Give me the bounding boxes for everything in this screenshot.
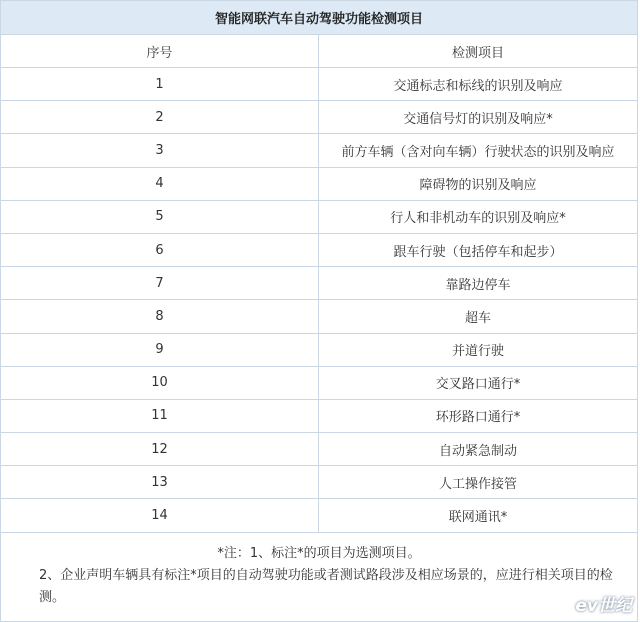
row-item: 超车 (319, 300, 638, 333)
row-seq: 13 (1, 466, 319, 499)
watermark-logo: ev世纪 (575, 591, 632, 616)
table-row (1, 333, 638, 366)
row-item: 障碍物的识别及响应 (319, 167, 638, 200)
note-line-1: *注：1、标注*的项目为选测项目。 (11, 537, 627, 565)
row-seq: 11 (1, 399, 319, 432)
row-item: 靠路边停车 (319, 267, 638, 300)
row-seq: 1 (1, 68, 319, 101)
table-row (1, 233, 638, 266)
row-seq: 2 (1, 101, 319, 134)
row-item: 前方车辆（含对向车辆）行驶状态的识别及响应 (319, 134, 638, 167)
row-item: 跟车行驶（包括停车和起步） (319, 233, 638, 266)
table-row (1, 134, 638, 167)
row-item: 并道行驶 (319, 333, 638, 366)
header-seq: 序号 (1, 35, 319, 68)
table-row (1, 167, 638, 200)
row-item: 人工操作接管 (319, 466, 638, 499)
row-seq: 10 (1, 366, 319, 399)
notes-cell (1, 532, 638, 621)
row-item: 行人和非机动车的识别及响应* (319, 200, 638, 233)
table-row (1, 68, 638, 101)
table-row (1, 101, 638, 134)
table-row (1, 267, 638, 300)
row-seq: 3 (1, 134, 319, 167)
header-item: 检测项目 (319, 35, 638, 68)
table-row (1, 499, 638, 532)
row-seq: 4 (1, 167, 319, 200)
table-row (1, 300, 638, 333)
row-seq: 14 (1, 499, 319, 532)
table-row (1, 366, 638, 399)
row-item: 自动紧急制动 (319, 433, 638, 466)
table-header-row (1, 35, 638, 68)
row-seq: 6 (1, 233, 319, 266)
table-title-row (1, 1, 638, 35)
row-item: 交叉路口通行* (319, 366, 638, 399)
table-row (1, 200, 638, 233)
row-seq: 9 (1, 333, 319, 366)
row-seq: 8 (1, 300, 319, 333)
notes-row (1, 532, 638, 621)
table-body (1, 68, 638, 533)
row-item: 交通信号灯的识别及响应* (319, 101, 638, 134)
table-title: 智能网联汽车自动驾驶功能检测项目 (1, 1, 638, 35)
row-seq: 7 (1, 267, 319, 300)
row-item: 联网通讯* (319, 499, 638, 532)
row-seq: 5 (1, 200, 319, 233)
table-row (1, 466, 638, 499)
table-row (1, 399, 638, 432)
note-line-2: 2、企业声明车辆具有标注*项目的自动驾驶功能或者测试路段涉及相应场景的，应进行相关项目的检测。 (11, 565, 627, 609)
row-seq: 12 (1, 433, 319, 466)
table-row (1, 433, 638, 466)
row-item: 环形路口通行* (319, 399, 638, 432)
row-item: 交通标志和标线的识别及响应 (319, 68, 638, 101)
